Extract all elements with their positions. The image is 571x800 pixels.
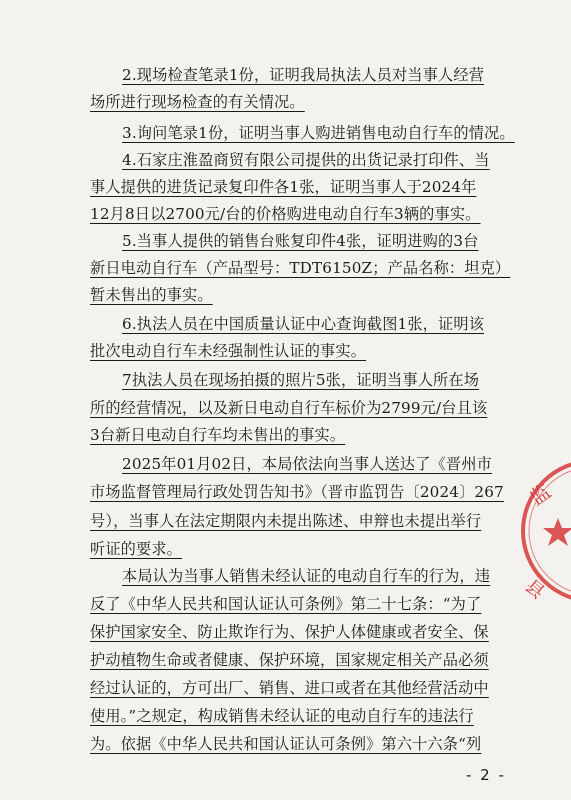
svg-text:县: 县 <box>520 575 549 604</box>
official-seal-stamp <box>518 456 571 606</box>
paragraph-line: 新日电动自行车（产品型号：TDT6150Z；产品名称：坦克） <box>90 259 511 277</box>
paragraph-line: 场所进行现场检查的有关情况。 <box>90 93 305 111</box>
paragraph-line: 护动植物生命或者健康、保护环境，国家规定相关产品必须 <box>90 651 489 669</box>
paragraph-line: 12月8日以2700元/台的价格购进电动自行车3辆的事实。 <box>90 205 481 223</box>
paragraph-line: 3.询问笔录1份，证明当事人购进销售电动自行车的情况。 <box>122 124 515 142</box>
paragraph-line: 6.执法人员在中国质量认证中心查询截图1张，证明该 <box>122 315 485 333</box>
paragraph-line: 4.石家庄淮盈商贸有限公司提供的出货记录打印件、当 <box>122 151 490 169</box>
paragraph-line: 市场监督管理局行政处罚告知书》（晋市监罚告〔2024〕267 <box>90 483 504 501</box>
paragraph-line: 暂未售出的事实。 <box>90 286 213 304</box>
paragraph-line: 保护国家安全、防止欺诈行为、保护人体健康或者安全、保 <box>90 623 489 641</box>
paragraph-line: 反了《中华人民共和国认证认可条例》第二十七条：“为了 <box>90 595 482 613</box>
paragraph-line: 为。依据《中华人民共和国认证认可条例》第六十六条“列 <box>90 735 482 753</box>
paragraph-line: 使用。”之规定，构成销售未经认证的电动自行车的违法行 <box>90 707 474 725</box>
svg-text:监: 监 <box>525 478 556 511</box>
paragraph-line: 所的经营情况，以及新日电动自行车标价为2799元/台且该 <box>90 399 488 417</box>
paragraph-line: 经过认证的，方可出厂、销售、进口或者在其他经营活动中 <box>90 679 489 697</box>
paragraph-line: 事人提供的进货记录复印件各1张，证明当事人于2024年 <box>90 178 477 196</box>
paragraph-line: 7执法人员在现场拍摄的照片5张，证明当事人所在场 <box>122 371 480 389</box>
paragraph-line: 本局认为当事人销售未经认证的电动自行车的行为，违 <box>122 567 491 585</box>
paragraph-line: 号），当事人在法定期限内未提出陈述、申辩也未提出举行 <box>90 512 482 530</box>
paragraph-line: 3台新日电动自行车均未售出的事实。 <box>90 426 346 444</box>
page-number: - 2 - <box>466 766 506 784</box>
paragraph-line: 2025年01月02日，本局依法向当事人送达了《晋州市 <box>122 455 492 473</box>
paragraph-line: 听证的要求。 <box>90 540 183 558</box>
paragraph-line: 批次电动自行车未经强制性认证的事实。 <box>90 342 367 360</box>
paragraph-line: 5.当事人提供的销售台账复印件4张，证明进购的3台 <box>122 232 479 250</box>
paragraph-line: 2.现场检查笔录1份，证明我局执法人员对当事人经营 <box>122 66 485 84</box>
